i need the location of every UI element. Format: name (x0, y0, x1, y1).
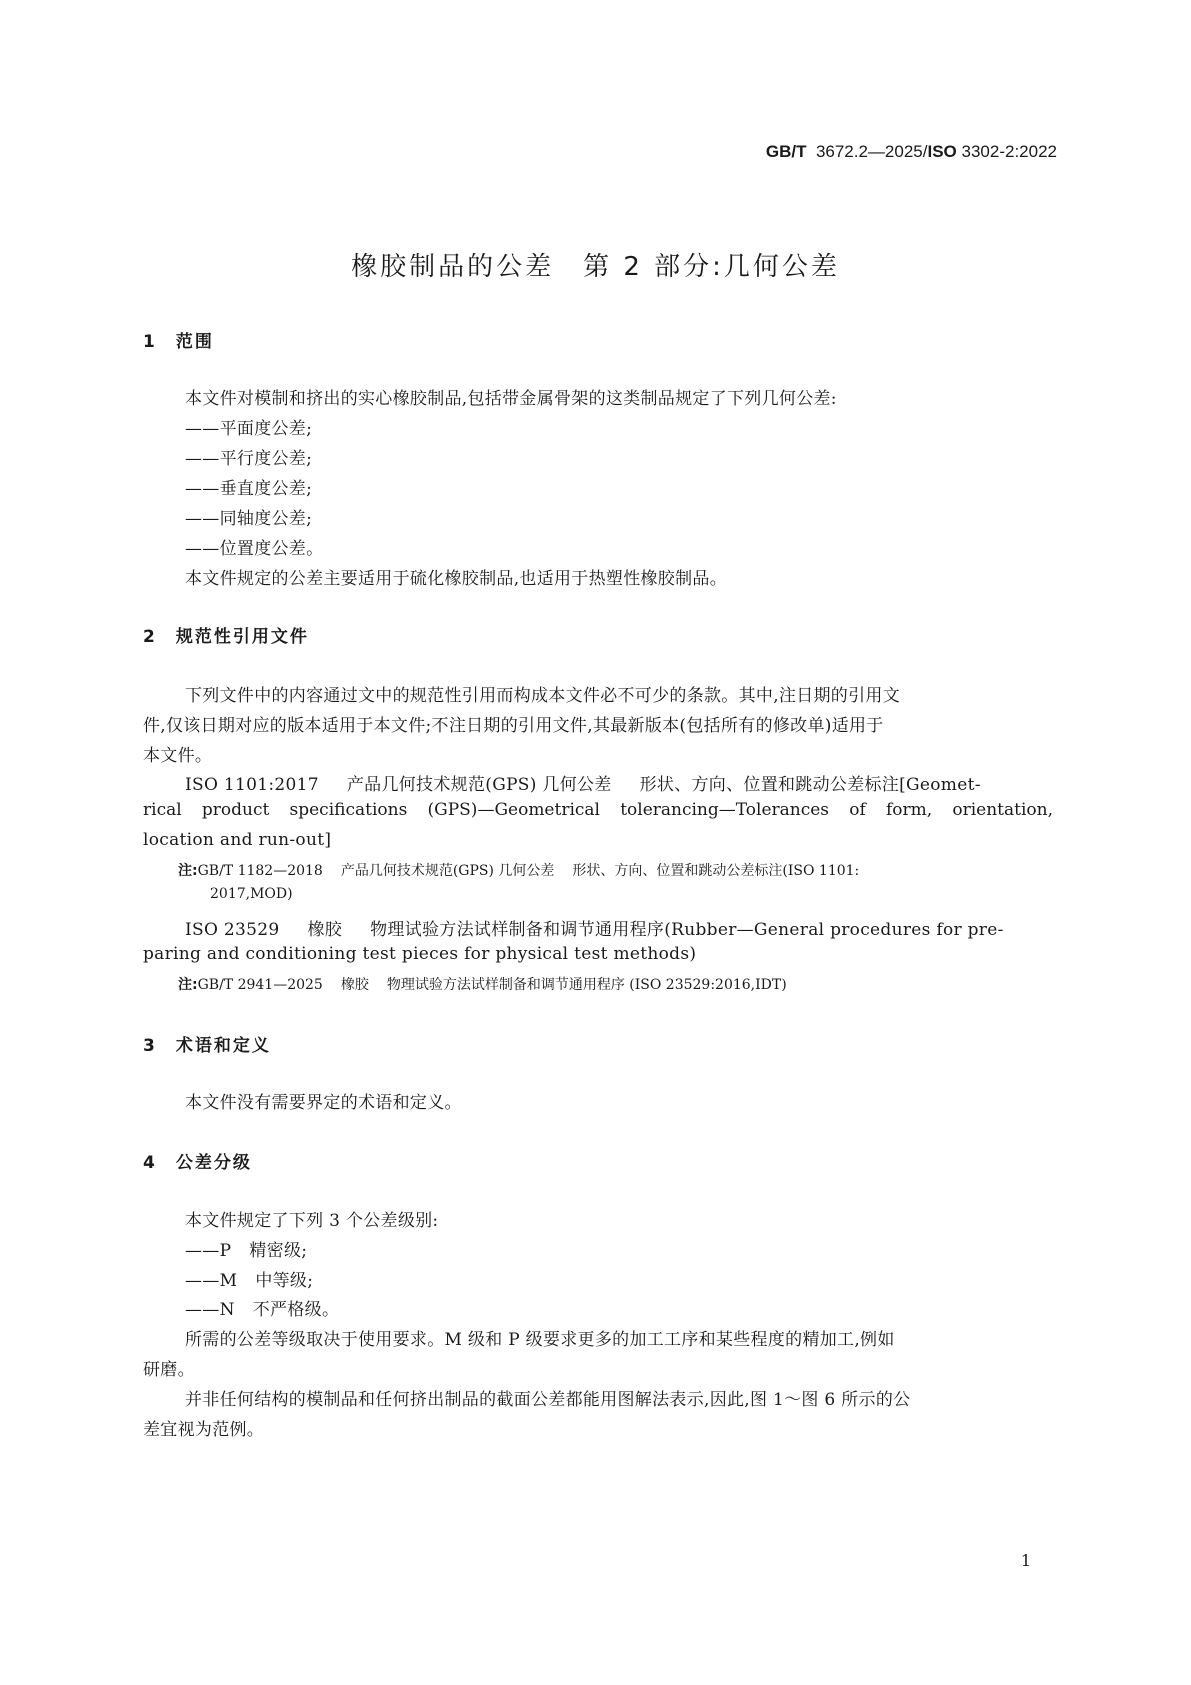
s2-paragraph-line: 本文件。 (143, 746, 213, 766)
reference-line: location and run-out] (143, 830, 332, 850)
ref-code: ISO 23529 (185, 920, 280, 940)
iso-prefix: ISO (927, 142, 957, 161)
s1-item: ——平面度公差; (185, 419, 313, 439)
section-1-heading: 1 范围 (143, 332, 214, 352)
reference-iso-23529 (185, 915, 1004, 940)
s1-item: ——位置度公差。 (185, 539, 324, 559)
note-code: GB/T 1182—2018 (197, 863, 323, 879)
grade-label: 精密级; (249, 1241, 308, 1261)
note-label: 注: (178, 977, 198, 993)
grade-item-p (185, 1236, 307, 1261)
ref-title: 产品几何技术规范(GPS) 几何公差 (346, 775, 612, 795)
s3-text: 本文件没有需要界定的术语和定义。 (185, 1093, 462, 1113)
grade-label: 不严格级。 (252, 1300, 340, 1320)
s4-intro: 本文件规定了下列 3 个公差级别: (185, 1211, 439, 1231)
grade-label: 中等级; (255, 1271, 314, 1291)
note-2 (178, 974, 787, 994)
s4-paragraph-line: 并非任何结构的模制品和任何挤出制品的截面公差都能用图解法表示,因此,图 1～图 6 所示的公 (185, 1390, 911, 1410)
note-title-rest: 形状、方向、位置和跳动公差标注(ISO 1101: (572, 863, 860, 879)
section-4-heading: 4 公差分级 (143, 1153, 252, 1173)
s4-paragraph-line: 所需的公差等级取决于使用要求。M 级和 P 级要求更多的加工工序和某些程度的精加工,例如 (185, 1330, 895, 1350)
iso-number: 3302-2:2022 (961, 142, 1057, 161)
page-number: 1 (1020, 1551, 1031, 1570)
grade-item-m (185, 1266, 313, 1291)
ref-code: ISO 1101:2017 (185, 775, 319, 795)
ref-title-rest: 物理试验方法试样制备和调节通用程序(Rubber—General procedures for pre- (370, 920, 1004, 940)
note-1-continuation: 2017,MOD) (210, 886, 293, 902)
section-3-heading: 3 术语和定义 (143, 1036, 271, 1056)
grade-code: ——M (185, 1271, 238, 1291)
document-title: 橡胶制品的公差 第 2 部分:几何公差 (351, 252, 840, 282)
reference-line: rical product specifications (GPS)—Geometrical tolerancing—Tolerances of form, orientation, (143, 800, 1053, 820)
note-label: 注: (178, 863, 198, 879)
s1-item: ——垂直度公差; (185, 479, 313, 499)
grade-code: ——P (185, 1241, 232, 1261)
std-prefix: GB/T (765, 142, 807, 161)
note-title-rest: 物理试验方法试样制备和调节通用程序 (ISO 23529:2016,IDT) (386, 977, 787, 993)
s1-closing: 本文件规定的公差主要适用于硫化橡胶制品,也适用于热塑性橡胶制品。 (185, 569, 728, 589)
s2-paragraph-line: 件,仅该日期对应的版本适用于本文件;不注日期的引用文件,其最新版本(包括所有的修改单)适用于 (143, 716, 884, 736)
reference-line: paring and conditioning test pieces for physical test methods) (143, 944, 697, 964)
note-title: 产品几何技术规范(GPS) 几何公差 (340, 863, 555, 879)
grade-code: ——N (185, 1300, 235, 1320)
s1-item: ——同轴度公差; (185, 509, 313, 529)
s1-item: ——平行度公差; (185, 449, 313, 469)
grade-item-n (185, 1295, 339, 1320)
s4-paragraph-line: 差宜视为范例。 (143, 1420, 265, 1440)
section-2-heading: 2 规范性引用文件 (143, 627, 309, 647)
ref-title: 橡胶 (307, 920, 343, 940)
standard-header (766, 142, 1057, 162)
reference-iso-1101 (185, 770, 981, 795)
s2-paragraph-line: 下列文件中的内容通过文中的规范性引用而构成本文件必不可少的条款。其中,注日期的引用文 (185, 686, 901, 706)
s1-intro: 本文件对模制和挤出的实心橡胶制品,包括带金属骨架的这类制品规定了下列几何公差: (185, 389, 837, 409)
std-number: 3672.2—2025/ (815, 142, 928, 161)
ref-title-rest: 形状、方向、位置和跳动公差标注[Geomet- (639, 775, 981, 795)
note-code: GB/T 2941—2025 (197, 977, 323, 993)
note-1 (178, 860, 859, 880)
s4-paragraph-line: 研磨。 (143, 1360, 195, 1380)
note-title: 橡胶 (340, 977, 369, 993)
